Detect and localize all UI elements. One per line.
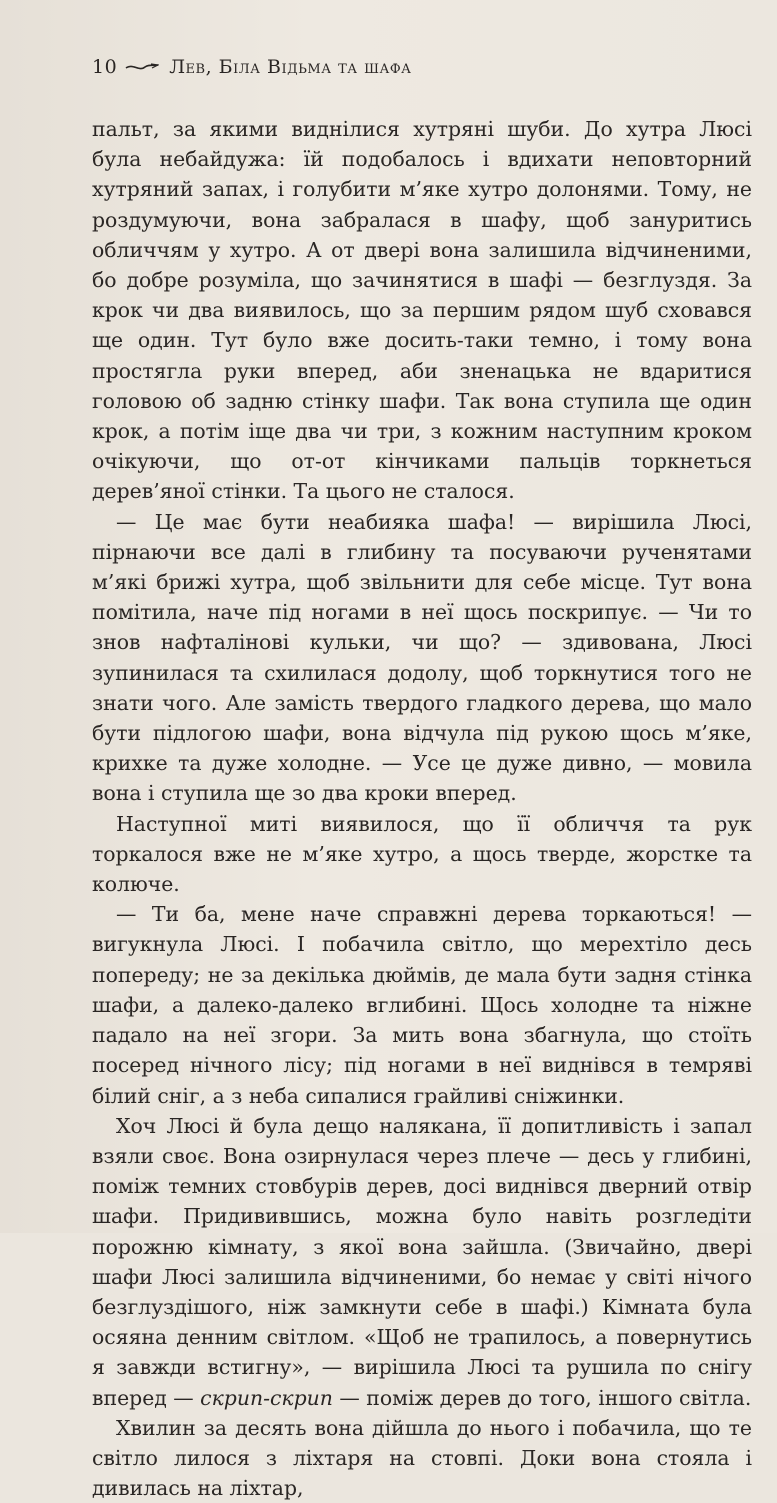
paragraph: — Ти ба, мене наче справжні дерева торкаються! — вигукнула Люсі. І побачила світло, що мерехтіло десь попереду; не за декілька дюймів, де мала бути задня стінка шафи, а далеко-далеко вглибині. Щось холодне та ніжне падало на неї згори. За мить вона збагнула, що стоїть посеред нічного лісу; під ногами в неї виднівся в темряві білий сніг, а з неба сипалися грайливі сніжинки.: [92, 902, 752, 1108]
running-title: Лев, Біла Відьма та шафа: [169, 56, 412, 78]
paragraph: пальт, за якими виднілися хутряні шуби. До хутра Люсі була небайдужа: їй подобалось і вдихати неповторний хутряний запах, і голубити м’яке хутро долонями. Тому, не роздумуючи, вона забралася в шафу, щоб зануритись обличчям у хутро. А от двері вона залишила відчиненими, бо добре розуміла, що зачинятися в шафі — безглуздя. За крок чи два виявилось, що за першим рядом шуб сховався ще один. Тут було вже досить-таки темно, і тому вона простягла руки вперед, аби зненацька не вдаритися головою об задню стінку шафи. Так вона ступила ще один крок, а потім іще два чи три, з кожним наступним кроком очікуючи, що от-от кінчиками пальців торкнеться дерев’яної стінки. Та цього не сталося.: [92, 117, 752, 504]
body-text: [92, 114, 752, 1503]
page-header: [92, 56, 412, 78]
flourish-icon: [125, 60, 159, 74]
paragraph: Хвилин за десять вона дійшла до нього і побачила, що те світло лилося з ліхтаря на стовпі. Доки вона стояла і дивилась на ліхтар,: [92, 1415, 752, 1501]
paragraph: [92, 1111, 752, 1413]
paragraph-text: Хоч Люсі й була дещо налякана, її допитливість і запал взяли своє. Вона озирнулася через плече — десь у глибині, поміж темних стовбурів дерев, досі виднівся дверний отвір шафи. Придивившись, можна було навіть розгледіти порожню кімнату, з якої вона зайшла. (Звичайно, двері шафи Люсі залишила відчиненими, бо немає у світі нічого безглуздішого, ніж замкнути себе в шафі.) Кімната була осяяна денним світлом. «Щоб не трапилось, а повернутись я завжди встигну», — вирішила Люсі та рушила по снігу вперед —: [92, 1113, 752, 1410]
paragraph: — Це має бути неабияка шафа! — вирішила Люсі, пірнаючи все далі в глибину та посуваючи рученятами м’які брижі хутра, щоб звільнити для себе місце. Тут вона помітила, наче під ногами в неї щось поскрипує. — Чи то знов нафталінові кульки, чи що? — здивована, Люсі зупинилася та схилилася додолу, щоб торкнутися того не знати чого. Але замість твердого гладкого дерева, що мало бути підлогою шафи, вона відчула під рукою щось м’яке, крихке та дуже холодне. — Усе це дуже дивно, — мовила вона і ступила ще зо два кроки вперед.: [92, 509, 752, 806]
paragraph-tail: — поміж дерев до того, іншого світла.: [332, 1385, 752, 1410]
paragraph: Наступної миті виявилося, що її обличчя та рук торкалося вже не м’яке хутро, а щось тверде, жорстке та колюче.: [92, 811, 752, 897]
page-number: 10: [92, 56, 118, 78]
italic-sound-word: скрип-скрип: [200, 1385, 333, 1410]
